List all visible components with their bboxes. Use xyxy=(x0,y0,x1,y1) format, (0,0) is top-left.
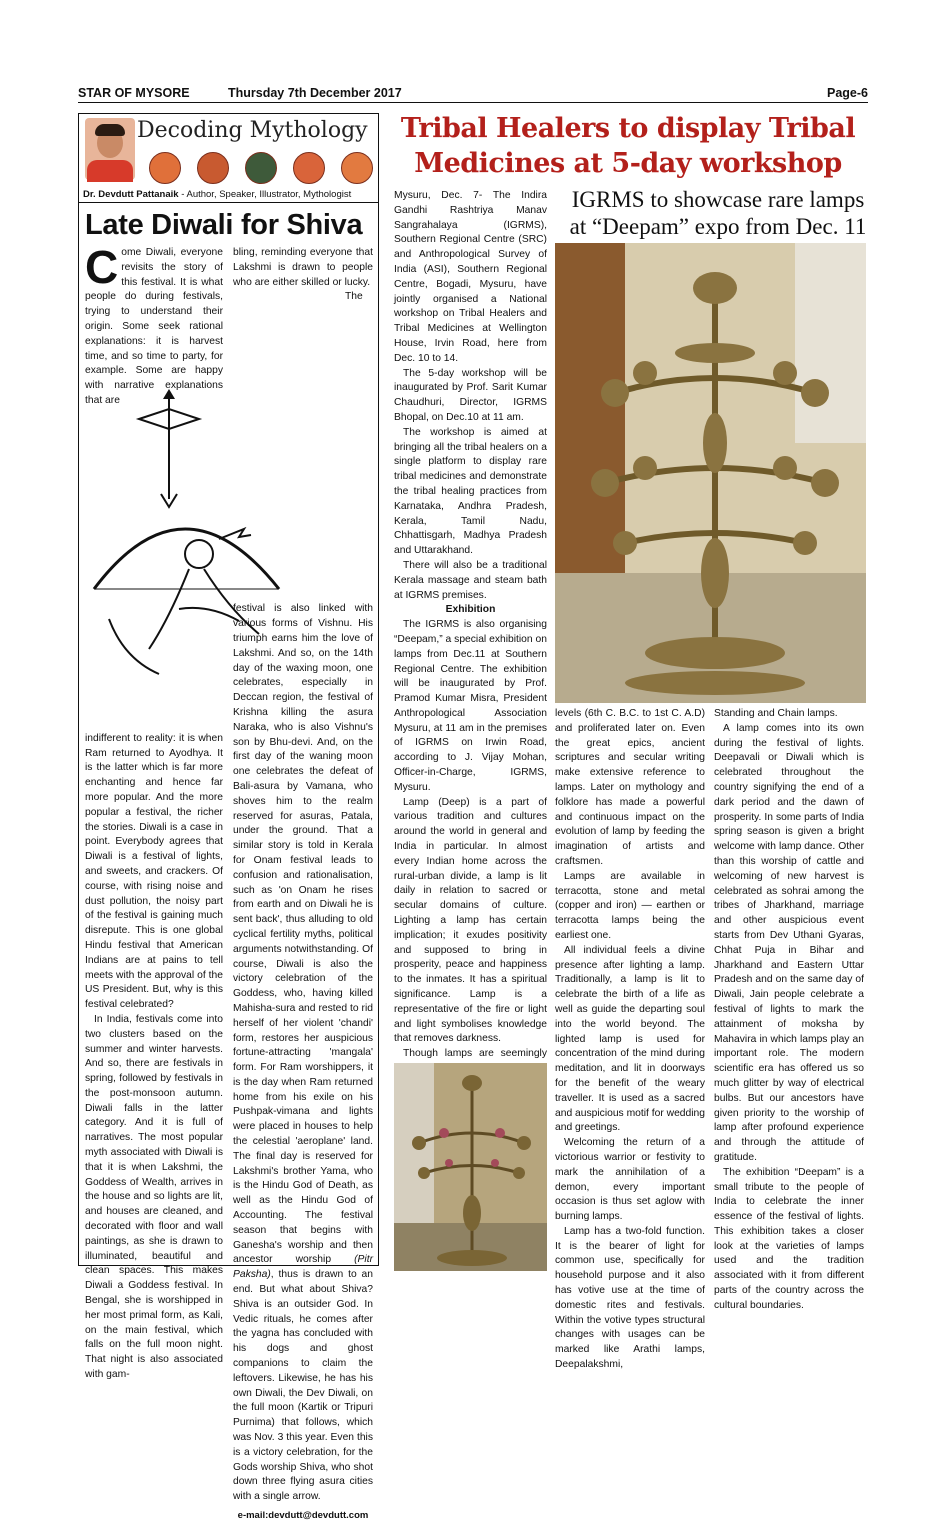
column-paragraph: ome Diwali, everyone revisits the story of this festival. It is what people do during festivals, trying to understand their origin. Some seek rational explanations: it is harvest time, and so time to party, for example. Some are happy with narrative explanations that are xyxy=(85,247,223,406)
article-paragraph: Mysuru, Dec. 7- The Indira Gandhi Rashtriya Manav Sangrahalaya (IGRMS), Southern Regional Centre (SRC) and Anthropological Survey of India (ASI), Southern Regional Centre, Bogadi, Mysuru, have jointly organised a National workshop on Tribal Healers and Tribal Medicines at Wellington House, Irvin Road, here from Dec. 10 to 14. xyxy=(394,190,547,364)
masthead xyxy=(78,85,868,103)
author-byline xyxy=(83,189,351,200)
column-text-right xyxy=(233,246,373,1524)
newspaper-name: STAR OF MYSORE xyxy=(78,86,190,100)
subhead-line-1: IGRMS to showcase rare lamps xyxy=(571,187,865,212)
author-name: Dr. Devdutt Pattanaik xyxy=(83,189,179,200)
issue-date: Thursday 7th December 2017 xyxy=(228,86,402,100)
page-number: Page-6 xyxy=(827,86,868,100)
mask-icon xyxy=(341,152,373,184)
article-column-3 xyxy=(714,707,864,1314)
masthead-rule xyxy=(78,102,868,103)
article-paragraph: Lamp has a two-fold function. It is the bearer of light for common use, specifically for household purpose and it also has votive use at the time of domestic rites and festivals. Within the votive types structural changes with usages can be marked like Arathi lamps, Deepalakshmi, xyxy=(555,1225,705,1371)
article-paragraph: The IGRMS is also organising “Deepam,” a special exhibition on lamps from Dec.11 at Southern Regional Centre. The exhibition will be inaugurated by Prof. Pramod Kumar Misra, President Anthropological Association Mysuru, at 11 am in the premises of IGRMS on Irwin Road, according to J. Vijay Mohan, Officer-in-Charge, IGRMS, Mysuru. xyxy=(394,619,547,793)
column-title: Decoding Mythology xyxy=(137,118,368,143)
article-paragraph: The workshop is aimed at bringing all the tribal healers on a single platform to display rare tribal medicines and demonstrate the tribal healing practices from Karnataka, Andhra Pradesh, Kerala, Tamil Nadu, Chhattisgarh, Madhya Pradesh and Uttarakhand. xyxy=(394,426,547,557)
article-paragraph: A lamp comes into its own during the festival of lights. Deepavali or Diwali which is celebrated throughout the country signifying the end of a dark period and the dawn of prosperity. In some parts of India spring season is given a bright welcome with lamp dance. Other than this worship of cattle and welcoming of new harvest is celebrated as sohrai among the tribes of Jharkhand, marriage and other auspicious event starts from Dev Uthani Gyaras, Chhat Puja in Bihar and Jharkhand and Eastern Uttar Pradesh and on the same day of Diwali, Jain people celebrate a festival of lights to mark the attainment of moksha by Mahavira in which lamps play an important role. The modern scientific era has offered us so much glitter by way of electrical bulbs. But our ancestors have given priority to the worship of lamp after profound experience and through the attitude of gratitude. xyxy=(714,722,864,1163)
article-paragraph: Lamps are available in terracotta, stone and metal (copper and iron) — earthen or terracotta lamps being the earliest one. xyxy=(555,870,705,941)
column-italic: (Pitr Paksha) xyxy=(233,1254,373,1281)
mask-icon xyxy=(149,152,181,184)
article-paragraph: Lamp (Deep) is a part of various tradition and cultures around the world in general and India in particular. In almost every Indian home across the rural-urban divide, a lamp is lit daily in relation to sacred or secular domains of culture. Lighting a lamp has certain implication; it exudes positivity and supposed to bring in prosperity, peace and happiness to the inmates. It has a spiritual significance. Lamp is a representative of the fire or light and light symbolises knowledge that removes darkness. xyxy=(394,796,547,1045)
column-paragraph: The festival is also linked with various forms of Vishnu. His triumph earns him the love of Lakshmi. And so, on the 14th day of the waxing moon, one celebrates, especially in Deccan region, the festival of Krishna killing the asura Naraka, who is also Vishnu's son by Bhu-devi. And, on the first day of the waning moon one celebrates the defeat of Bali-asura by Vamana, who shoves him to the realm reserved for asuras, Patala, under the ground. That a similar story is told in Kerala for Onam festival leads to confusion and rationalisation, such as 'on Onam he rises from earth and on Diwali he is sent back', thus alluding to old cyclical fertility myths, political arguments notwithstanding. Of course, Diwali is also the victory celebration of the Goddess, who, having killed Mahisha-sura and rested to rid herself of her violent 'chandi' form, restores her auspicious fortune-attracting 'mangala' form. For Ram worshippers, it is the day when Ram returned home from his exile on his Pushpak-vimana and lights were placed in houses to help the celestial 'aeroplane' land. The final day is reserved for Lakshmi's brother Yama, who is the Hindu God of Death, as well as the Hindu God of Accounting. The festival season that begins with Ganesha's worship and then ancestor worship xyxy=(233,291,373,1266)
mask-icon xyxy=(197,152,229,184)
subhead-line-2: at “Deepam” expo from Dec. 11 xyxy=(569,214,867,239)
brass-lamp-photo xyxy=(555,243,866,703)
byline-rule xyxy=(79,202,378,203)
column-text-left xyxy=(85,241,223,1383)
article-paragraph: Standing and Chain lamps. xyxy=(714,708,838,719)
small-lamp-photo xyxy=(394,1063,547,1271)
author-description: - Author, Speaker, Illustrator, Mythologist xyxy=(178,189,352,200)
deity-masks-strip xyxy=(149,152,374,184)
article-paragraph: levels (6th C. B.C. to 1st C. A.D) and proliferated later on. Even the great epics, ancient scriptures and secular writing make extensive reference to lamps. Later on mythology and folklore has made a powerful and continuous impact on the evolution of lamp by feeding the imagination of artists and craftsmen. xyxy=(555,708,705,867)
column-paragraph: , thus is drawn to an end. But what about Shiva? Shiva is an outsider God. In Vedic rituals, he comes after the yagna has concluded with his dogs and ghost companions to claim the leftovers. Likewise, he has his own Diwali, the Dev Diwali, on the full moon (Kartik or Tripuri Purnima) that follows, which was Nov. 3 this year. Even this is a victory celebration, for the Gods worship Shiva, who shot down three flying asura cities with a single arrow. xyxy=(233,1269,373,1503)
article-column-1 xyxy=(394,189,547,1151)
article-paragraph: The 5-day workshop will be inaugurated by Prof. Sarit Kumar Chaudhuri, Director, IGRMS Bhopal, on Dec.10 at 11 am. xyxy=(394,367,547,423)
article-headline: Tribal Healers to display Tribal Medicines at 5-day workshop xyxy=(400,113,856,179)
article-paragraph: Welcoming the return of a victorious warrior or festivity to mark the annihilation of a demon, every important occasion is thus set aglow with burning lamps. xyxy=(555,1137,705,1223)
dropcap: C xyxy=(85,241,119,293)
exhibition-subhead: Exhibition xyxy=(445,604,496,616)
article-paragraph: Though lamps are seemingly xyxy=(403,1048,547,1060)
mask-icon xyxy=(293,152,325,184)
author-email: e-mail:devdutt@devdutt.com xyxy=(237,1510,369,1521)
column-headline: Late Diwali for Shiva xyxy=(85,209,363,241)
article-subhead xyxy=(568,186,868,240)
column-paragraph: bling, reminding everyone that Lakshmi is drawn to people who are either skilled or lucky. xyxy=(233,247,373,288)
article-paragraph: There will also be a traditional Kerala massage and steam bath at IGRMS premises. xyxy=(394,559,547,601)
article-paragraph: The exhibition “Deepam” is a small tribute to the people of India to celebrate the inner essence of the festival of lights. This exhibition takes a closer look at the varieties of lamps used and the tradition associated with it from different parts of the country across the cultural boundaries. xyxy=(714,1166,864,1311)
article-paragraph: All individual feels a divine presence after lighting a lamp. Traditionally, a lamp is lit to celebrate the birth of a life as well as guide the departing soul into the world beyond. The lighted lamp is used for concentration of the mind during meditation, and lit in doorways for the benefit of the weary traveller. It is used as a sacred and auspicious motif for wedding and greetings. xyxy=(555,944,705,1134)
article-column-2 xyxy=(555,707,705,1373)
column-paragraph: In India, festivals come into two clusters based on the summer and winter harvests. And so, there are festivals in spring, followed by festivals in the post-monsoon autumn. Diwali falls in the latter category. And it is full of narratives. The most popular myth associated with Diwali is that it is when Lakshmi, the Goddess of Wealth, arrives in the house and so lights are lit, and houses are cleaned, and decorated with floor and wall paintings, as she is drawn to illuminated, beautiful and clean spaces. This makes Diwali a Goddess festival. In Bengal, she is worshipped in her most primal form, as Kali, on the main festival, which falls on the full moon night. That night is also associated with gam- xyxy=(85,1013,223,1381)
column-paragraph: indifferent to reality: it is when Ram returned to Ayodhya. It is the latter which is far more enchanting and hence far more popular. And the more popular a festival, the richer the stories. Diwali is a case in point. Everybody agrees that Diwali is a festival of lights, and sweets, and crackers. Of course, with rising noise and dust pollution, the noisy part of the festival is gaining much disrepute. This is one global Hindu festival that American Indians are at pains to tell meets with the approval of the US President. But, why is this festival celebrated? xyxy=(85,732,223,1011)
author-photo xyxy=(85,118,135,180)
decoding-mythology-column xyxy=(78,113,379,1521)
mask-icon xyxy=(245,152,277,184)
